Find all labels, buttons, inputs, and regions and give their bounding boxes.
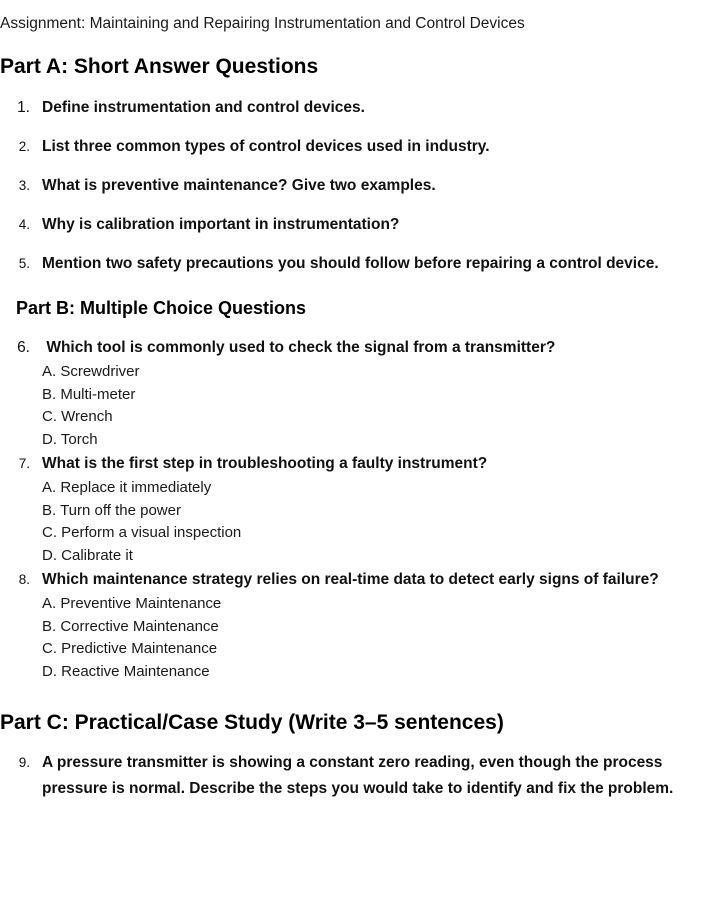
question-marker: 2. bbox=[18, 139, 30, 154]
option-item[interactable]: C. Perform a visual inspection bbox=[42, 524, 242, 541]
option-item[interactable]: A. Replace it immediately bbox=[42, 479, 212, 496]
question-marker: 9. bbox=[18, 755, 30, 770]
question-text: Why is calibration important in instrumentation? bbox=[42, 216, 400, 233]
option-item[interactable]: A. Screwdriver bbox=[42, 363, 140, 380]
question-item-7 bbox=[0, 451, 701, 567]
question-marker: 1. bbox=[17, 99, 30, 116]
part-a-heading: Part A: Short Answer Questions bbox=[0, 55, 319, 78]
option-item[interactable]: B. Corrective Maintenance bbox=[42, 617, 219, 635]
part-c-heading: Part C: Practical/Case Study (Write 3–5 sentences) bbox=[0, 711, 504, 734]
question-item-4 bbox=[0, 212, 701, 238]
question-item-3 bbox=[0, 173, 701, 199]
part-b-question-list bbox=[0, 335, 701, 683]
option-item[interactable]: C. Predictive Maintenance bbox=[42, 640, 218, 657]
question-text: Mention two safety precautions you should follow before repairing a control device. bbox=[42, 255, 659, 272]
question-marker: 4. bbox=[18, 217, 30, 232]
question-text: Which tool is commonly used to check the signal from a transmitter? bbox=[42, 339, 556, 356]
question-text: Which maintenance strategy relies on real-time data to detect early signs of failure? bbox=[42, 571, 659, 588]
question-marker: 8. bbox=[18, 572, 30, 587]
question-marker: 6. bbox=[17, 339, 30, 356]
question-item-6 bbox=[0, 335, 701, 451]
part-b-heading: Part B: Multiple Choice Questions bbox=[16, 298, 307, 318]
option-item[interactable]: B. Turn off the power bbox=[42, 501, 181, 519]
part-c-question-list bbox=[0, 750, 701, 802]
question-marker: 5. bbox=[18, 256, 30, 271]
document-title: Assignment: Maintaining and Repairing Instrumentation and Control Devices bbox=[0, 15, 525, 32]
question-item-2 bbox=[0, 134, 701, 160]
question-text: List three common types of control devices used in industry. bbox=[42, 138, 490, 155]
question-text: What is the first step in troubleshooting a faulty instrument? bbox=[42, 455, 488, 472]
option-item[interactable]: B. Multi-meter bbox=[42, 385, 136, 403]
question-marker: 3. bbox=[18, 178, 30, 193]
question-item-5 bbox=[0, 251, 701, 277]
question-marker: 7. bbox=[18, 456, 30, 471]
option-list-8 bbox=[42, 593, 683, 683]
question-text: Define instrumentation and control devices. bbox=[42, 99, 365, 116]
option-list-7 bbox=[42, 477, 683, 567]
part-a-question-list bbox=[0, 95, 701, 277]
option-list-6 bbox=[42, 361, 683, 451]
question-text: A pressure transmitter is showing a constant zero reading, even though the process pressure is normal. Describe the steps you would take to identify and fix the problem. bbox=[42, 754, 674, 797]
question-text: What is preventive maintenance? Give two examples. bbox=[42, 177, 436, 194]
option-item[interactable]: C. Wrench bbox=[42, 408, 113, 425]
option-item[interactable]: D. Torch bbox=[42, 430, 98, 448]
option-item[interactable]: A. Preventive Maintenance bbox=[42, 595, 222, 612]
question-item-9 bbox=[0, 750, 701, 802]
option-item[interactable]: D. Reactive Maintenance bbox=[42, 662, 210, 680]
question-item-1 bbox=[0, 95, 701, 121]
question-item-8 bbox=[0, 567, 701, 683]
option-item[interactable]: D. Calibrate it bbox=[42, 546, 133, 564]
